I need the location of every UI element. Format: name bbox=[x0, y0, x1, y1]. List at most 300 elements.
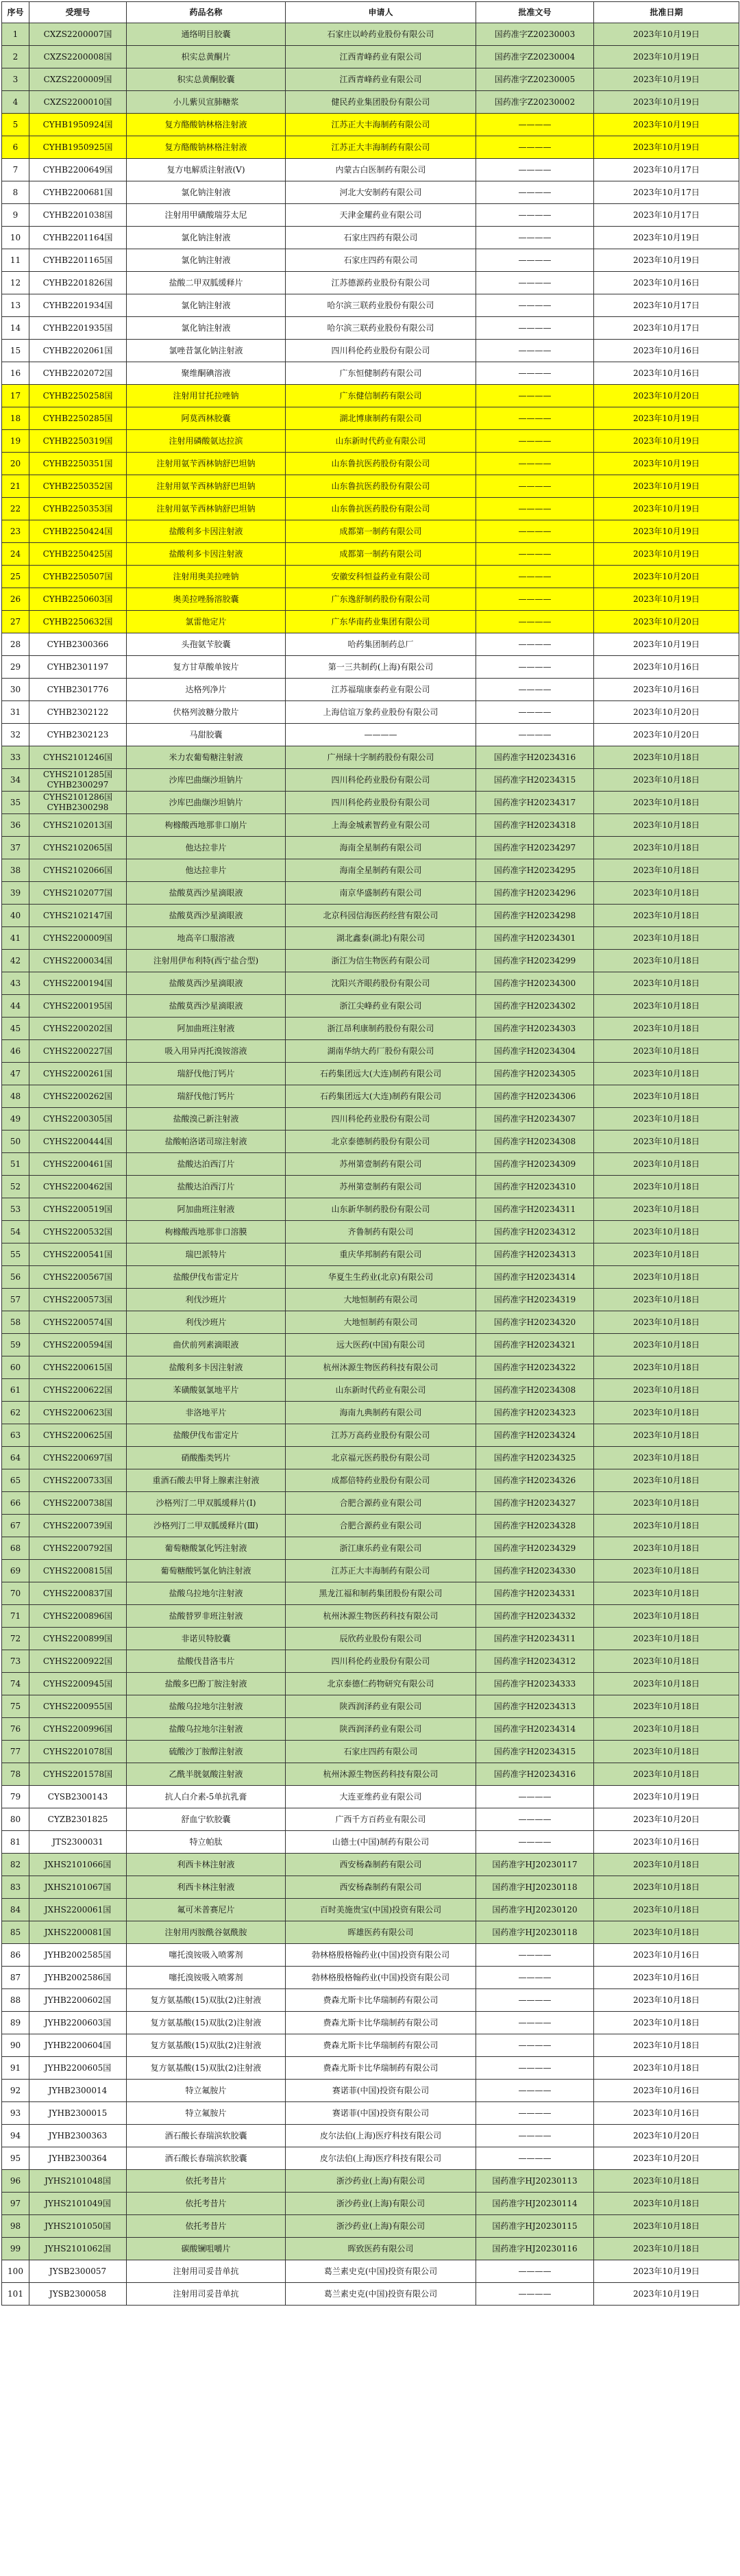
cell-applicant: ———— bbox=[286, 724, 476, 746]
cell-accept-no: CYHS2200996国 bbox=[29, 1718, 127, 1741]
cell-index: 64 bbox=[2, 1447, 29, 1469]
cell-index: 36 bbox=[2, 814, 29, 837]
cell-approval-no: 国药准字H20234323 bbox=[476, 1402, 594, 1424]
table-row bbox=[2, 453, 739, 475]
cell-drug-name: 氟可米普赛尼片 bbox=[127, 1899, 286, 1921]
cell-drug-name: 盐酸利多卡因注射液 bbox=[127, 520, 286, 543]
cell-accept-no: CYHB2250353国 bbox=[29, 498, 127, 520]
table-row bbox=[2, 882, 739, 905]
cell-approval-date: 2023年10月18日 bbox=[594, 859, 739, 882]
cell-index: 43 bbox=[2, 972, 29, 995]
cell-drug-name: 酒石酸长春瑞滨软胶囊 bbox=[127, 2125, 286, 2147]
cell-index: 67 bbox=[2, 1515, 29, 1537]
cell-accept-no: JXHS2101066国 bbox=[29, 1854, 127, 1876]
cell-drug-name: 盐酸达泊西汀片 bbox=[127, 1153, 286, 1176]
cell-applicant: 浙沙药业(上海)有限公司 bbox=[286, 2215, 476, 2238]
cell-index: 86 bbox=[2, 1944, 29, 1967]
cell-approval-no: ———— bbox=[476, 2147, 594, 2170]
cell-accept-no: JYHB2002586国 bbox=[29, 1967, 127, 1989]
cell-approval-date: 2023年10月18日 bbox=[594, 2057, 739, 2080]
table-row bbox=[2, 905, 739, 927]
cell-index: 49 bbox=[2, 1108, 29, 1131]
table-row bbox=[2, 1763, 739, 1786]
cell-approval-no: ———— bbox=[476, 340, 594, 362]
table-row bbox=[2, 2170, 739, 2193]
cell-applicant: 费森尤斯卡比华瑞制药有限公司 bbox=[286, 2057, 476, 2080]
cell-approval-date: 2023年10月19日 bbox=[594, 227, 739, 249]
cell-approval-date: 2023年10月18日 bbox=[594, 2238, 739, 2260]
cell-applicant: 山东鲁抗医药股份有限公司 bbox=[286, 498, 476, 520]
cell-index: 35 bbox=[2, 792, 29, 814]
cell-approval-no: 国药准字Z20230002 bbox=[476, 91, 594, 114]
cell-accept-no: CYHB2201934国 bbox=[29, 294, 127, 317]
cell-applicant: 海南全星制药有限公司 bbox=[286, 859, 476, 882]
cell-applicant: 四川科伦药业股份有限公司 bbox=[286, 340, 476, 362]
cell-approval-date: 2023年10月17日 bbox=[594, 159, 739, 181]
cell-drug-name: 奥美拉唑肠溶胶囊 bbox=[127, 588, 286, 611]
cell-applicant: 勃林格殷格翰药业(中国)投资有限公司 bbox=[286, 1944, 476, 1967]
cell-approval-no: 国药准字H20234327 bbox=[476, 1492, 594, 1515]
cell-accept-no: CYSB2300143 bbox=[29, 1786, 127, 1808]
cell-accept-no: CYHS2200815国 bbox=[29, 1560, 127, 1582]
cell-approval-date: 2023年10月20日 bbox=[594, 566, 739, 588]
table-row bbox=[2, 317, 739, 340]
cell-applicant: 成都倍特药业股份有限公司 bbox=[286, 1469, 476, 1492]
cell-applicant: 浙沙药业(上海)有限公司 bbox=[286, 2170, 476, 2193]
table-row bbox=[2, 2057, 739, 2080]
table-row bbox=[2, 701, 739, 724]
cell-approval-no: 国药准字H20234331 bbox=[476, 1582, 594, 1605]
cell-approval-no: 国药准字H20234329 bbox=[476, 1537, 594, 1560]
cell-accept-no: CYHS2200532国 bbox=[29, 1221, 127, 1243]
cell-accept-no: CYHB2201165国 bbox=[29, 249, 127, 272]
table-row bbox=[2, 1198, 739, 1221]
cell-index: 82 bbox=[2, 1854, 29, 1876]
cell-accept-no: CYHB2250351国 bbox=[29, 453, 127, 475]
cell-approval-no: ———— bbox=[476, 701, 594, 724]
cell-index: 60 bbox=[2, 1356, 29, 1379]
cell-drug-name: 复方电解质注射液(V) bbox=[127, 159, 286, 181]
cell-index: 5 bbox=[2, 114, 29, 136]
cell-accept-no: CXZS2200009国 bbox=[29, 68, 127, 91]
cell-approval-no: 国药准字H20234311 bbox=[476, 1628, 594, 1650]
cell-index: 55 bbox=[2, 1243, 29, 1266]
cell-approval-date: 2023年10月18日 bbox=[594, 1876, 739, 1899]
cell-approval-date: 2023年10月18日 bbox=[594, 1243, 739, 1266]
cell-applicant: 南京华盛制药有限公司 bbox=[286, 882, 476, 905]
cell-accept-no: CXZS2200007国 bbox=[29, 23, 127, 46]
table-row bbox=[2, 1741, 739, 1763]
cell-index: 69 bbox=[2, 1560, 29, 1582]
table-row bbox=[2, 2147, 739, 2170]
cell-accept-no: CYHB2250319国 bbox=[29, 430, 127, 453]
cell-applicant: 合肥合源药业有限公司 bbox=[286, 1492, 476, 1515]
cell-approval-no: 国药准字H20234316 bbox=[476, 746, 594, 769]
cell-drug-name: 瑞舒伐他汀钙片 bbox=[127, 1063, 286, 1085]
cell-drug-name: 氯化钠注射液 bbox=[127, 317, 286, 340]
cell-index: 33 bbox=[2, 746, 29, 769]
cell-approval-no: ———— bbox=[476, 430, 594, 453]
cell-approval-no: ———— bbox=[476, 204, 594, 227]
cell-approval-no: 国药准字H20234311 bbox=[476, 1198, 594, 1221]
cell-approval-no: ———— bbox=[476, 181, 594, 204]
cell-index: 85 bbox=[2, 1921, 29, 1944]
cell-approval-no: 国药准字HJ20230115 bbox=[476, 2215, 594, 2238]
cell-approval-date: 2023年10月17日 bbox=[594, 317, 739, 340]
cell-applicant: 石药集团远大(大连)制药有限公司 bbox=[286, 1063, 476, 1085]
cell-accept-no: CYHS2102147国 bbox=[29, 905, 127, 927]
cell-approval-date: 2023年10月18日 bbox=[594, 1921, 739, 1944]
cell-index: 57 bbox=[2, 1289, 29, 1311]
cell-applicant: 西安杨森制药有限公司 bbox=[286, 1876, 476, 1899]
cell-approval-no: 国药准字H20234313 bbox=[476, 1695, 594, 1718]
cell-accept-no: CYHB2301197 bbox=[29, 656, 127, 679]
table-row bbox=[2, 272, 739, 294]
cell-approval-no: 国药准字Z20230004 bbox=[476, 46, 594, 68]
cell-drug-name: 葡萄糖酸钙氯化钠注射液 bbox=[127, 1560, 286, 1582]
cell-approval-date: 2023年10月18日 bbox=[594, 1221, 739, 1243]
cell-drug-name: 曲伏前列素滴眼液 bbox=[127, 1334, 286, 1356]
cell-approval-date: 2023年10月16日 bbox=[594, 272, 739, 294]
cell-accept-no: CYHB2202072国 bbox=[29, 362, 127, 385]
table-header-row bbox=[2, 2, 739, 23]
cell-applicant: 北京泰德仁药物研究有限公司 bbox=[286, 1673, 476, 1695]
cell-accept-no: JYHS2101049国 bbox=[29, 2193, 127, 2215]
cell-applicant: 哈药集团制药总厂 bbox=[286, 633, 476, 656]
cell-approval-no: 国药准字H20234302 bbox=[476, 995, 594, 1018]
cell-drug-name: 注射用磷酸氨达拉滨 bbox=[127, 430, 286, 453]
table-row bbox=[2, 498, 739, 520]
cell-index: 7 bbox=[2, 159, 29, 181]
cell-approval-date: 2023年10月18日 bbox=[594, 882, 739, 905]
cell-drug-name: 阿加曲班注射液 bbox=[127, 1018, 286, 1040]
cell-applicant: 石药集团远大(大连)制药有限公司 bbox=[286, 1085, 476, 1108]
cell-drug-name: 酒石酸长春瑞滨软胶囊 bbox=[127, 2147, 286, 2170]
cell-approval-no: 国药准字H20234312 bbox=[476, 1650, 594, 1673]
cell-approval-no: ———— bbox=[476, 2012, 594, 2034]
cell-approval-no: ———— bbox=[476, 2260, 594, 2283]
cell-approval-date: 2023年10月18日 bbox=[594, 950, 739, 972]
table-row bbox=[2, 543, 739, 566]
cell-accept-no: JYHS2101062国 bbox=[29, 2238, 127, 2260]
cell-drug-name: 阿加曲班注射液 bbox=[127, 1198, 286, 1221]
cell-accept-no: JYHB2300014 bbox=[29, 2080, 127, 2102]
cell-index: 73 bbox=[2, 1650, 29, 1673]
cell-accept-no: CYHB2250285国 bbox=[29, 407, 127, 430]
cell-drug-name: 苯磺酸氨氯地平片 bbox=[127, 1379, 286, 1402]
cell-applicant: 赛诺菲(中国)投资有限公司 bbox=[286, 2102, 476, 2125]
cell-drug-name: 复方氨基酸(15)双肽(2)注射液 bbox=[127, 2012, 286, 2034]
cell-approval-date: 2023年10月18日 bbox=[594, 2193, 739, 2215]
cell-approval-no: ———— bbox=[476, 294, 594, 317]
cell-drug-name: 利西卡林注射液 bbox=[127, 1876, 286, 1899]
table-row bbox=[2, 46, 739, 68]
cell-approval-no: ———— bbox=[476, 2080, 594, 2102]
cell-approval-date: 2023年10月18日 bbox=[594, 1131, 739, 1153]
cell-index: 23 bbox=[2, 520, 29, 543]
cell-drug-name: 伏格列波糖分散片 bbox=[127, 701, 286, 724]
cell-approval-no: 国药准字H20234308 bbox=[476, 1131, 594, 1153]
cell-drug-name: 舒血宁软胶囊 bbox=[127, 1808, 286, 1831]
cell-approval-date: 2023年10月18日 bbox=[594, 1854, 739, 1876]
cell-applicant: 华夏生生药业(北京)有限公司 bbox=[286, 1266, 476, 1289]
cell-approval-no: ———— bbox=[476, 656, 594, 679]
table-row bbox=[2, 340, 739, 362]
table-row bbox=[2, 566, 739, 588]
cell-applicant: 苏州第壹制药有限公司 bbox=[286, 1176, 476, 1198]
cell-index: 96 bbox=[2, 2170, 29, 2193]
cell-drug-name: 沙格列汀二甲双胍缓释片(Ⅲ) bbox=[127, 1515, 286, 1537]
cell-index: 29 bbox=[2, 656, 29, 679]
cell-drug-name: 利西卡林注射液 bbox=[127, 1854, 286, 1876]
cell-approval-no: 国药准字H20234330 bbox=[476, 1560, 594, 1582]
cell-index: 27 bbox=[2, 611, 29, 633]
cell-approval-date: 2023年10月18日 bbox=[594, 1763, 739, 1786]
cell-applicant: 成都第一制药有限公司 bbox=[286, 520, 476, 543]
cell-applicant: 湖北博康制药有限公司 bbox=[286, 407, 476, 430]
cell-accept-no: CYHS2101286国 CYHB2300298 bbox=[29, 792, 127, 814]
table-row bbox=[2, 1605, 739, 1628]
table-row bbox=[2, 972, 739, 995]
cell-approval-no: 国药准字H20234317 bbox=[476, 792, 594, 814]
table-row bbox=[2, 475, 739, 498]
cell-accept-no: CYHB2200681国 bbox=[29, 181, 127, 204]
cell-applicant: 合肥合源药业有限公司 bbox=[286, 1515, 476, 1537]
cell-approval-date: 2023年10月18日 bbox=[594, 1695, 739, 1718]
cell-accept-no: CYHB2250507国 bbox=[29, 566, 127, 588]
cell-approval-date: 2023年10月18日 bbox=[594, 1673, 739, 1695]
cell-approval-no: ———— bbox=[476, 1989, 594, 2012]
cell-index: 1 bbox=[2, 23, 29, 46]
cell-accept-no: CYHS2102065国 bbox=[29, 837, 127, 859]
cell-applicant: 勃林格殷格翰药业(中国)投资有限公司 bbox=[286, 1967, 476, 1989]
table-row bbox=[2, 227, 739, 249]
cell-accept-no: CYHB1950924国 bbox=[29, 114, 127, 136]
cell-approval-no: 国药准字HJ20230114 bbox=[476, 2193, 594, 2215]
cell-index: 12 bbox=[2, 272, 29, 294]
cell-approval-no: 国药准字H20234320 bbox=[476, 1311, 594, 1334]
cell-applicant: 皮尔法伯(上海)医疗科技有限公司 bbox=[286, 2125, 476, 2147]
cell-drug-name: 重酒石酸去甲肾上腺素注射液 bbox=[127, 1469, 286, 1492]
table-row bbox=[2, 679, 739, 701]
cell-accept-no: CYHS2200622国 bbox=[29, 1379, 127, 1402]
cell-approval-date: 2023年10月18日 bbox=[594, 905, 739, 927]
cell-approval-no: 国药准字H20234318 bbox=[476, 814, 594, 837]
cell-accept-no: CXZS2200008国 bbox=[29, 46, 127, 68]
cell-applicant: 江苏万高药业股份有限公司 bbox=[286, 1424, 476, 1447]
table-row bbox=[2, 1989, 739, 2012]
cell-approval-no: 国药准字H20234306 bbox=[476, 1085, 594, 1108]
table-row bbox=[2, 1131, 739, 1153]
cell-index: 58 bbox=[2, 1311, 29, 1334]
cell-approval-date: 2023年10月20日 bbox=[594, 611, 739, 633]
cell-approval-no: 国药准字H20234307 bbox=[476, 1108, 594, 1131]
cell-accept-no: CYHB2201164国 bbox=[29, 227, 127, 249]
cell-index: 61 bbox=[2, 1379, 29, 1402]
cell-applicant: 北京福元医药股份有限公司 bbox=[286, 1447, 476, 1469]
cell-index: 26 bbox=[2, 588, 29, 611]
cell-applicant: 上海金城素智药业有限公司 bbox=[286, 814, 476, 837]
cell-accept-no: CYHS2200623国 bbox=[29, 1402, 127, 1424]
cell-approval-no: 国药准字H20234298 bbox=[476, 905, 594, 927]
cell-approval-date: 2023年10月16日 bbox=[594, 1831, 739, 1854]
cell-accept-no: JYHB2200603国 bbox=[29, 2012, 127, 2034]
cell-accept-no: CYHB2201935国 bbox=[29, 317, 127, 340]
cell-index: 53 bbox=[2, 1198, 29, 1221]
cell-applicant: 辰欣药业股份有限公司 bbox=[286, 1628, 476, 1650]
cell-approval-no: ———— bbox=[476, 2057, 594, 2080]
cell-drug-name: 抗人白介素-5单抗乳膏 bbox=[127, 1786, 286, 1808]
cell-approval-date: 2023年10月18日 bbox=[594, 1040, 739, 1063]
cell-accept-no: CYHS2200519国 bbox=[29, 1198, 127, 1221]
cell-accept-no: CYHS2102013国 bbox=[29, 814, 127, 837]
cell-index: 41 bbox=[2, 927, 29, 950]
cell-approval-no: 国药准字H20234304 bbox=[476, 1040, 594, 1063]
cell-accept-no: CYHS2101246国 bbox=[29, 746, 127, 769]
table-row bbox=[2, 294, 739, 317]
cell-applicant: 山东鲁抗医药股份有限公司 bbox=[286, 453, 476, 475]
cell-index: 99 bbox=[2, 2238, 29, 2260]
cell-accept-no: JYHS2101050国 bbox=[29, 2215, 127, 2238]
cell-approval-date: 2023年10月18日 bbox=[594, 1311, 739, 1334]
cell-drug-name: 沙库巴曲缬沙坦钠片 bbox=[127, 792, 286, 814]
cell-approval-date: 2023年10月19日 bbox=[594, 136, 739, 159]
cell-approval-no: ———— bbox=[476, 2125, 594, 2147]
cell-accept-no: CYHB2250632国 bbox=[29, 611, 127, 633]
cell-drug-name: 沙格列汀二甲双胍缓释片(Ⅰ) bbox=[127, 1492, 286, 1515]
cell-applicant: 广州绿十字制药股份有限公司 bbox=[286, 746, 476, 769]
cell-drug-name: 盐酸莫西沙星滴眼液 bbox=[127, 995, 286, 1018]
cell-drug-name: 注射用氨苄西林钠舒巴坦钠 bbox=[127, 453, 286, 475]
cell-index: 39 bbox=[2, 882, 29, 905]
cell-index: 28 bbox=[2, 633, 29, 656]
cell-accept-no: CYHS2200573国 bbox=[29, 1289, 127, 1311]
cell-approval-date: 2023年10月18日 bbox=[594, 972, 739, 995]
cell-applicant: 山东新华制药股份有限公司 bbox=[286, 1198, 476, 1221]
table-row bbox=[2, 1018, 739, 1040]
cell-accept-no: CYHS2200009国 bbox=[29, 927, 127, 950]
cell-approval-no: 国药准字H20234332 bbox=[476, 1605, 594, 1628]
approval-table bbox=[1, 1, 739, 2306]
cell-drug-name: 聚维酮碘溶液 bbox=[127, 362, 286, 385]
cell-approval-date: 2023年10月19日 bbox=[594, 2260, 739, 2283]
cell-applicant: 海南全星制药有限公司 bbox=[286, 837, 476, 859]
cell-index: 17 bbox=[2, 385, 29, 407]
cell-approval-no: 国药准字H20234328 bbox=[476, 1515, 594, 1537]
table-row bbox=[2, 1921, 739, 1944]
cell-applicant: 广东逸舒制药股份有限公司 bbox=[286, 588, 476, 611]
cell-approval-no: ———— bbox=[476, 249, 594, 272]
cell-accept-no: CYZB2301825 bbox=[29, 1808, 127, 1831]
cell-approval-no: 国药准字H20234301 bbox=[476, 927, 594, 950]
cell-approval-no: 国药准字H20234308 bbox=[476, 1379, 594, 1402]
cell-applicant: 广东恒健制药有限公司 bbox=[286, 362, 476, 385]
cell-drug-name: 盐酸莫西沙星滴眼液 bbox=[127, 905, 286, 927]
table-row bbox=[2, 769, 739, 792]
table-row bbox=[2, 430, 739, 453]
cell-accept-no: JXHS2101067国 bbox=[29, 1876, 127, 1899]
cell-drug-name: 氯雷他定片 bbox=[127, 611, 286, 633]
table-row bbox=[2, 1673, 739, 1695]
cell-accept-no: CYHB2250352国 bbox=[29, 475, 127, 498]
cell-approval-no: 国药准字H20234305 bbox=[476, 1063, 594, 1085]
cell-applicant: 浙沙药业(上海)有限公司 bbox=[286, 2193, 476, 2215]
cell-index: 21 bbox=[2, 475, 29, 498]
cell-applicant: 石家庄四药有限公司 bbox=[286, 227, 476, 249]
table-body bbox=[2, 23, 739, 2306]
cell-approval-date: 2023年10月20日 bbox=[594, 2147, 739, 2170]
cell-applicant: 西安杨森制药有限公司 bbox=[286, 1854, 476, 1876]
cell-approval-no: 国药准字H20234310 bbox=[476, 1176, 594, 1198]
cell-approval-date: 2023年10月18日 bbox=[594, 1605, 739, 1628]
table-row bbox=[2, 746, 739, 769]
cell-accept-no: CYHB2250425国 bbox=[29, 543, 127, 566]
cell-approval-no: ———— bbox=[476, 227, 594, 249]
cell-approval-no: ———— bbox=[476, 475, 594, 498]
table-row bbox=[2, 362, 739, 385]
cell-accept-no: CYHB1950925国 bbox=[29, 136, 127, 159]
cell-accept-no: CYHB2200649国 bbox=[29, 159, 127, 181]
cell-accept-no: CYHS2200194国 bbox=[29, 972, 127, 995]
cell-index: 76 bbox=[2, 1718, 29, 1741]
cell-index: 32 bbox=[2, 724, 29, 746]
cell-drug-name: 达格列净片 bbox=[127, 679, 286, 701]
cell-applicant: 湖南华纳大药厂股份有限公司 bbox=[286, 1040, 476, 1063]
cell-index: 47 bbox=[2, 1063, 29, 1085]
cell-drug-name: 通络明目胶囊 bbox=[127, 23, 286, 46]
cell-accept-no: JTS2300031 bbox=[29, 1831, 127, 1854]
cell-drug-name: 依托考昔片 bbox=[127, 2215, 286, 2238]
cell-approval-date: 2023年10月18日 bbox=[594, 1085, 739, 1108]
cell-approval-date: 2023年10月19日 bbox=[594, 23, 739, 46]
cell-approval-date: 2023年10月19日 bbox=[594, 114, 739, 136]
cell-applicant: 广东华南药业集团有限公司 bbox=[286, 611, 476, 633]
cell-accept-no: CYHB2302122 bbox=[29, 701, 127, 724]
cell-applicant: 江苏正大丰海制药有限公司 bbox=[286, 114, 476, 136]
cell-drug-name: 注射用氨苄西林钠舒巴坦钠 bbox=[127, 498, 286, 520]
table-row bbox=[2, 1515, 739, 1537]
cell-approval-date: 2023年10月18日 bbox=[594, 1334, 739, 1356]
table-row bbox=[2, 814, 739, 837]
cell-drug-name: 非诺贝特胶囊 bbox=[127, 1628, 286, 1650]
cell-accept-no: CYHS2200227国 bbox=[29, 1040, 127, 1063]
cell-accept-no: CYHS2201578国 bbox=[29, 1763, 127, 1786]
cell-accept-no: CYHS2200202国 bbox=[29, 1018, 127, 1040]
table-row bbox=[2, 1289, 739, 1311]
cell-accept-no: CYHB2250603国 bbox=[29, 588, 127, 611]
cell-approval-no: 国药准字HJ20230118 bbox=[476, 1921, 594, 1944]
cell-approval-no: ———— bbox=[476, 1967, 594, 1989]
cell-index: 72 bbox=[2, 1628, 29, 1650]
cell-applicant: 广西千方百药业有限公司 bbox=[286, 1808, 476, 1831]
table-row bbox=[2, 1334, 739, 1356]
cell-accept-no: CYHS2200955国 bbox=[29, 1695, 127, 1718]
table-row bbox=[2, 1447, 739, 1469]
table-row bbox=[2, 611, 739, 633]
cell-approval-no: ———— bbox=[476, 362, 594, 385]
cell-applicant: 上海信谊万象药业股份有限公司 bbox=[286, 701, 476, 724]
cell-index: 16 bbox=[2, 362, 29, 385]
cell-index: 30 bbox=[2, 679, 29, 701]
table-row bbox=[2, 385, 739, 407]
table-row bbox=[2, 2238, 739, 2260]
cell-accept-no: CYHS2200896国 bbox=[29, 1605, 127, 1628]
cell-accept-no: CYHS2200461国 bbox=[29, 1153, 127, 1176]
table-row bbox=[2, 2012, 739, 2034]
cell-approval-no: ———— bbox=[476, 317, 594, 340]
cell-index: 90 bbox=[2, 2034, 29, 2057]
cell-approval-date: 2023年10月18日 bbox=[594, 814, 739, 837]
